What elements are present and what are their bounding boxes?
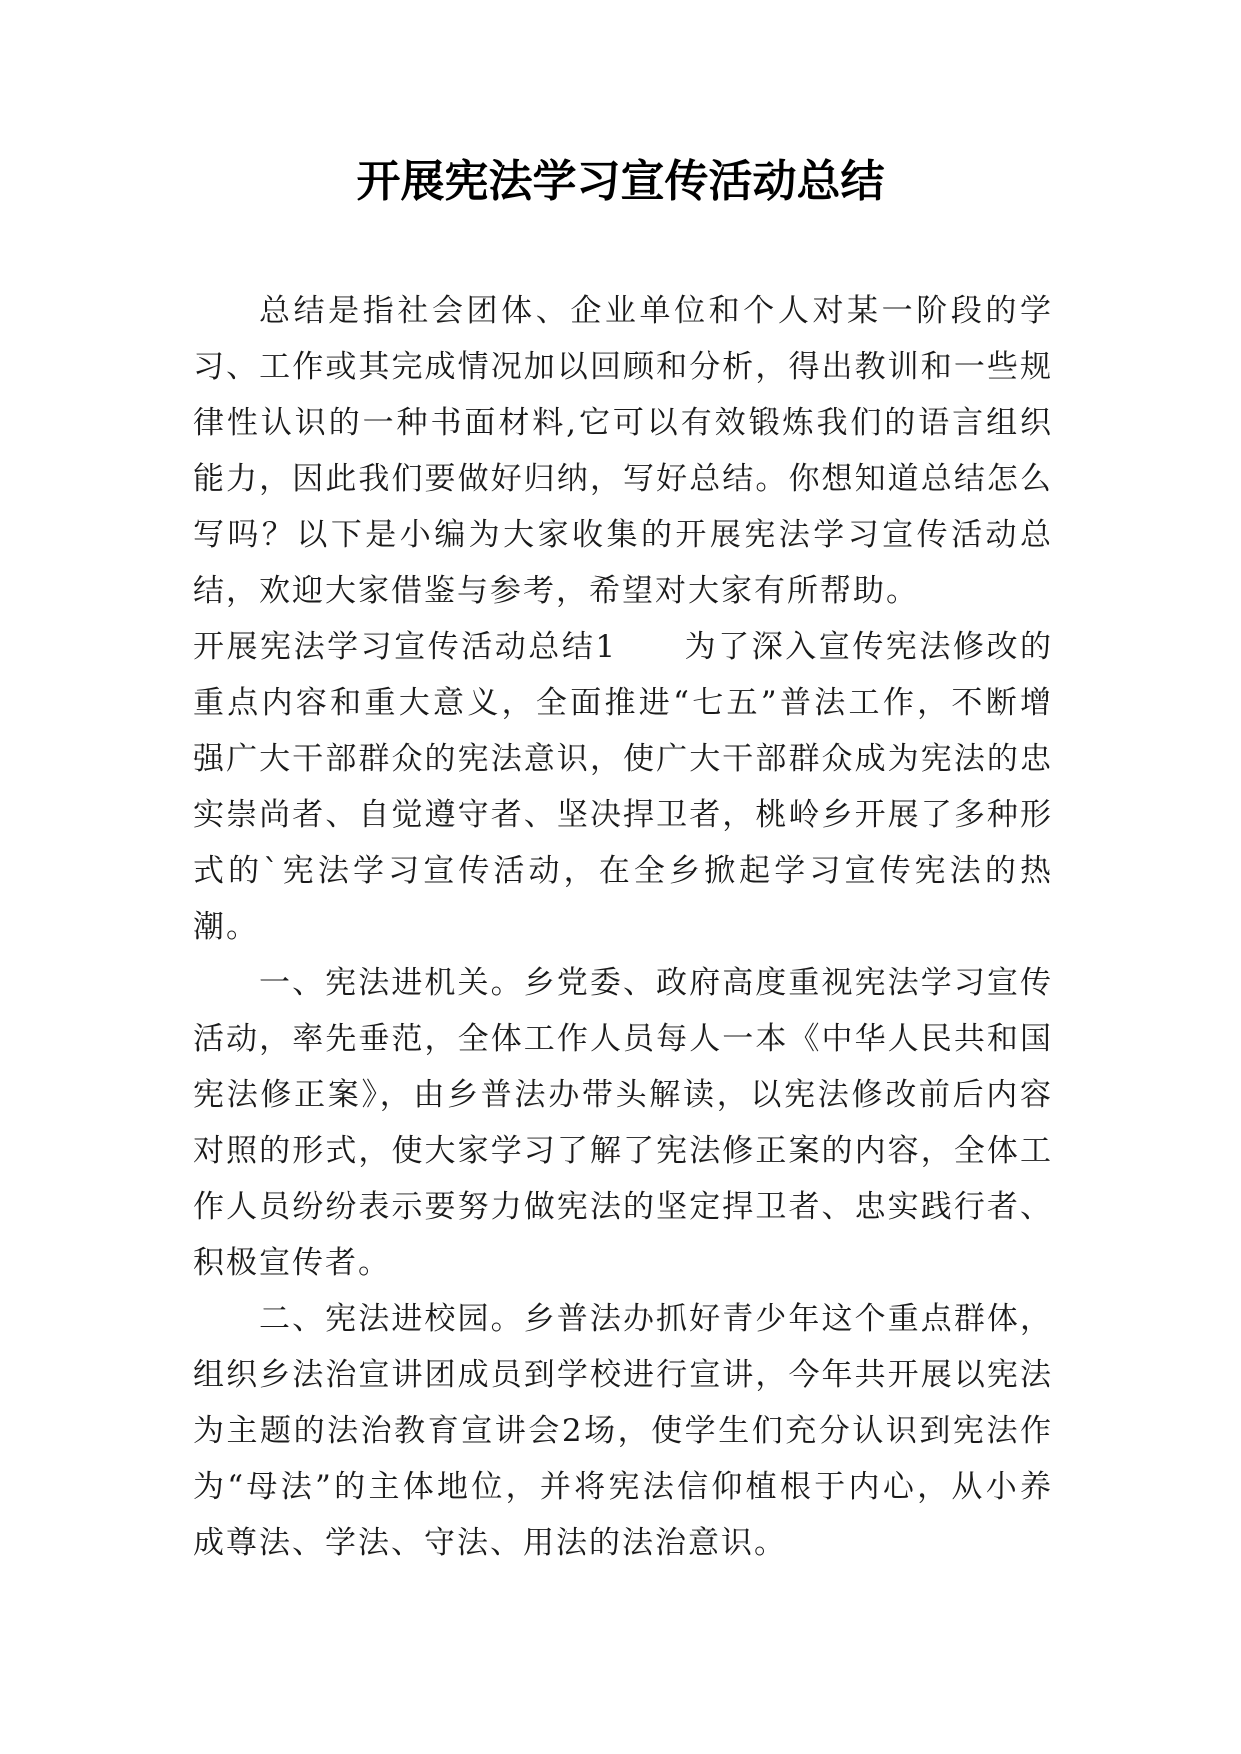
section-1-paragraph: 开展宪法学习宣传活动总结1 为了深入宣传宪法修改的重点内容和重大意义，全面推进“七五”普法工作，不断增强广大干部群众的宪法意识，使广大干部群众成为宪法的忠实崇尚者、自觉遵守者、坚决捍卫者，桃岭乡开展了多种形式的`宪法学习宣传活动，在全乡掀起学习宣传宪法的热潮。 <box>193 629 1053 945</box>
intro-paragraph: 总结是指社会团体、企业单位和个人对某一阶段的学习、工作或其完成情况加以回顾和分析，得出教训和一些规律性认识的一种书面材料,它可以有效锻炼我们的语言组织能力，因此我们要做好归纳，写好总结。你想知道总结怎么写吗？以下是小编为大家收集的开展宪法学习宣传活动总结，欢迎大家借鉴与参考，希望对大家有所帮助。 <box>193 293 1053 609</box>
document-body <box>193 283 1053 1571</box>
point-1-paragraph: 一、宪法进机关。乡党委、政府高度重视宪法学习宣传活动，率先垂范，全体工作人员每人一本《中华人民共和国宪法修正案》，由乡普法办带头解读，以宪法修改前后内容对照的形式，使大家学习了解了宪法修正案的内容，全体工作人员纷纷表示要努力做宪法的坚定捍卫者、忠实践行者、积极宣传者。 <box>193 965 1053 1281</box>
point-2-paragraph: 二、宪法进校园。乡普法办抓好青少年这个重点群体，组织乡法治宣讲团成员到学校进行宣讲，今年共开展以宪法为主题的法治教育宣讲会2场，使学生们充分认识到宪法作为“母法”的主体地位，并将宪法信仰植根于内心，从小养成尊法、学法、守法、用法的法治意识。 <box>193 1301 1053 1561</box>
document-title: 开展宪法学习宣传活动总结 <box>356 156 885 207</box>
